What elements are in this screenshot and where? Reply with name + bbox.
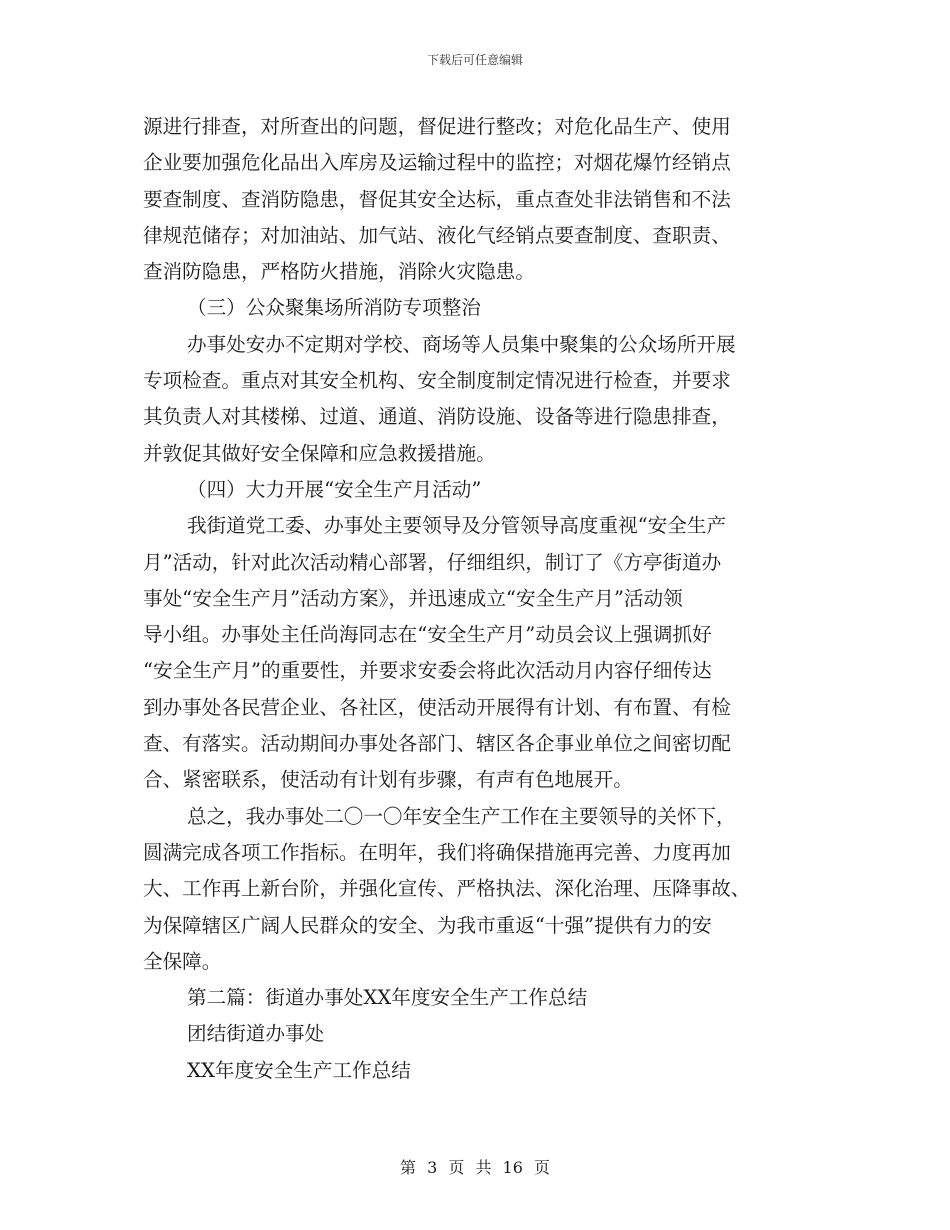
text-line: XX年度安全生产工作总结: [187, 1058, 411, 1082]
text-line: 团结街道办事处: [187, 1022, 325, 1046]
text-line: “安全生产月”的重要性，并要求安委会将此次活动月内容仔细传达: [143, 659, 712, 683]
section-heading: （三）公众聚集场所消防专项整治: [187, 296, 481, 320]
text-line: 总之，我办事处二〇一〇年安全生产工作在主要领导的关怀下，: [187, 804, 736, 828]
document-body: [143, 109, 813, 1089]
section-heading: 第二篇：街道办事处XX年度安全生产工作总结: [187, 986, 588, 1010]
text-line: 律规范储存；对加油站、加气站、液化气经销点要查制度、查职责、: [143, 223, 731, 247]
text-line: 月”活动，针对此次活动精心部署，仔细组织，制订了《方亭街道办: [143, 550, 722, 574]
text-line: 圆满完成各项工作指标。在明年，我们将确保措施再完善、力度再加: [143, 840, 731, 864]
text-line: 办事处安办不定期对学校、商场等人员集中聚集的公众场所开展: [187, 332, 736, 356]
text-line: 导小组。办事处主任尚海同志在“安全生产月”动员会议上强调抓好: [143, 623, 712, 647]
text-line: 要查制度、查消防隐患，督促其安全达标，重点查处非法销售和不法: [143, 187, 731, 211]
text-line: 查、有落实。活动期间办事处各部门、辖区各企事业单位之间密切配: [143, 732, 731, 756]
text-line: 并敦促其做好安全保障和应急救援措施。: [143, 441, 496, 465]
page-header: 下载后可任意编辑: [426, 53, 523, 67]
text-line: 事处“安全生产月”活动方案》，并迅速成立“安全生产月”活动领: [143, 586, 683, 610]
section-heading: （四）大力开展“安全生产月活动”: [187, 477, 482, 501]
page-number: 第 3 页 共 16 页: [400, 1158, 550, 1177]
text-line: 其负责人对其楼梯、过道、通道、消防设施、设备等进行隐患排查，: [143, 405, 731, 429]
text-line: 到办事处各民营企业、各社区，使活动开展得有计划、有布置、有检: [143, 695, 731, 719]
text-line: 全保障。: [143, 949, 222, 973]
text-line: 我街道党工委、办事处主要领导及分管领导高度重视“安全生产: [187, 514, 727, 538]
text-line: 查消防隐患，严格防火措施，消除火灾隐患。: [143, 260, 535, 284]
text-line: 源进行排查，对所查出的问题，督促进行整改；对危化品生产、使用: [143, 115, 731, 138]
text-line: 企业要加强危化品出入库房及运输过程中的监控；对烟花爆竹经销点: [143, 151, 731, 175]
text-line: 为保障辖区广阔人民群众的安全、为我市重返“十强”提供有力的安: [143, 913, 712, 937]
text-line: 合、紧密联系，使活动有计划有步骤，有声有色地展开。: [143, 768, 633, 792]
text-line: 专项检查。重点对其安全机构、安全制度制定情况进行检查，并要求: [143, 369, 731, 393]
text-line: 大、工作再上新台阶，并强化宣传、严格执法、深化治理、压降事故、: [143, 877, 751, 901]
